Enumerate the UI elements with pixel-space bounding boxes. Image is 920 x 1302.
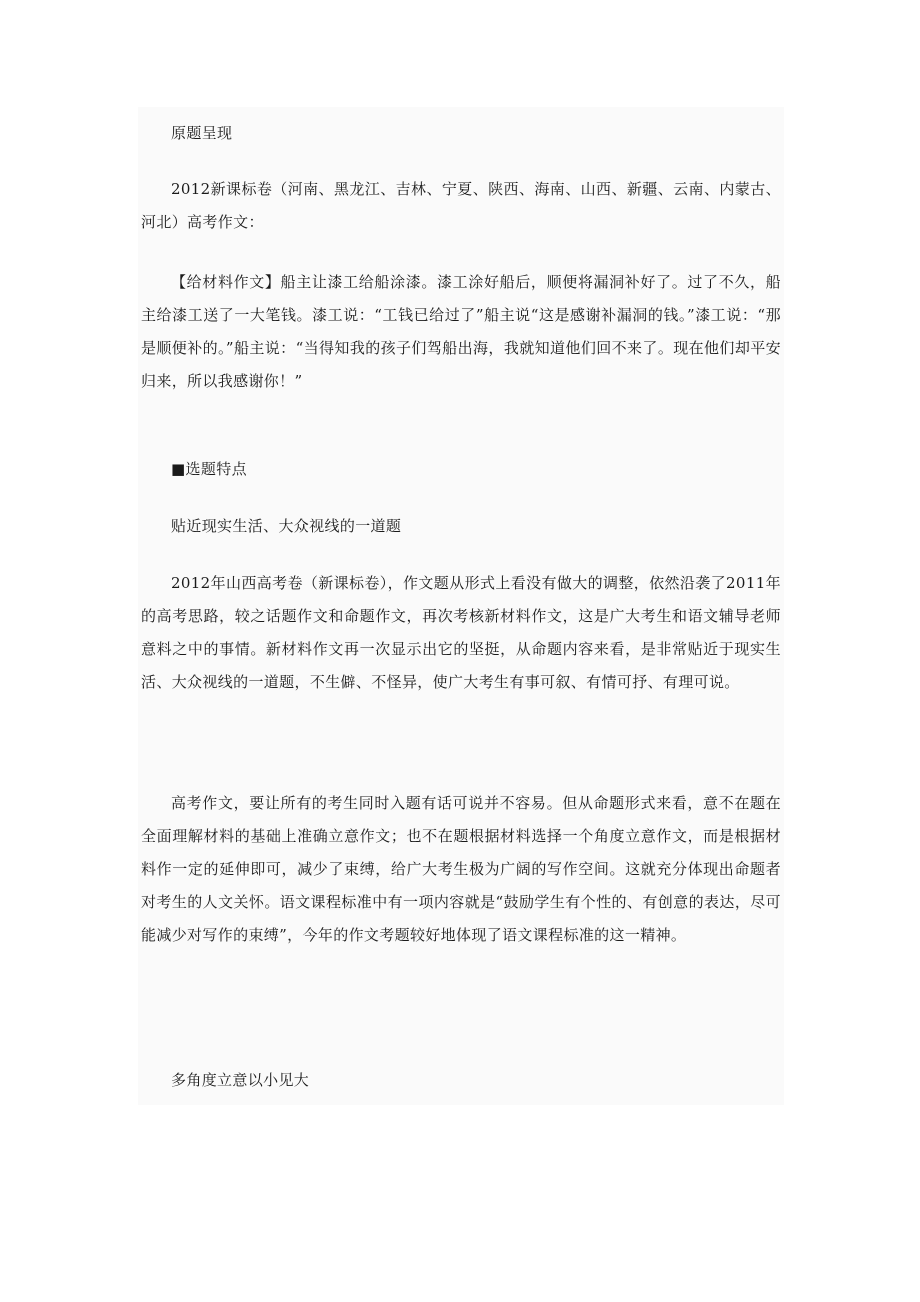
subheading-multi-angle: 多角度立意以小见大 <box>171 1071 310 1089</box>
material-prompt-paragraph: 【给材料作文】船主让漆工给船涂漆。漆工涂好船后，顺便将漏洞补好了。过了不久，船主给漆工送了一大笔钱。漆工说：“工钱已给过了”船主说“这是感谢补漏洞的钱。”漆工说：“那是顺便补的。”船主说：“当得知我的孩子们驾船出海，我就知道他们回不来了。现在他们却平安归来，所以我感谢你！” <box>141 273 781 390</box>
section-title-original-question: 原题呈现 <box>171 124 233 142</box>
subheading-close-to-life: 贴近现实生活、大众视线的一道题 <box>171 517 402 535</box>
exam-source-paragraph: 2012新课标卷（河南、黑龙江、吉林、宁夏、陕西、海南、山西、新疆、云南、内蒙古、河北）高考作文： <box>141 180 781 231</box>
article-body <box>138 107 784 1105</box>
section-title-topic-features: ■选题特点 <box>171 460 247 478</box>
analysis-paragraph-1: 2012年山西高考卷（新课标卷），作文题从形式上看没有做大的调整，依然沿袭了2011年的高考思路，较之话题作文和命题作文，再次考核新材料作文，这是广大考生和语文辅导老师意料之中的事情。新材料作文再一次显示出它的坚挺，从命题内容来看，是非常贴近于现实生活、大众视线的一道题，不生僻、不怪异，使广大考生有事可叙、有情可抒、有理可说。 <box>141 574 781 691</box>
analysis-paragraph-2: 高考作文，要让所有的考生同时入题有话可说并不容易。但从命题形式来看，意不在题在全面理解材料的基础上准确立意作文；也不在题根据材料选择一个角度立意作文，而是根据材料作一定的延伸即可，减少了束缚，给广大考生极为广阔的写作空间。这就充分体现出命题者对考生的人文关怀。语文课程标准中有一项内容就是“鼓励学生有个性的、有创意的表达，尽可能减少对写作的束缚”，今年的作文考题较好地体现了语文课程标准的这一精神。 <box>141 794 781 944</box>
